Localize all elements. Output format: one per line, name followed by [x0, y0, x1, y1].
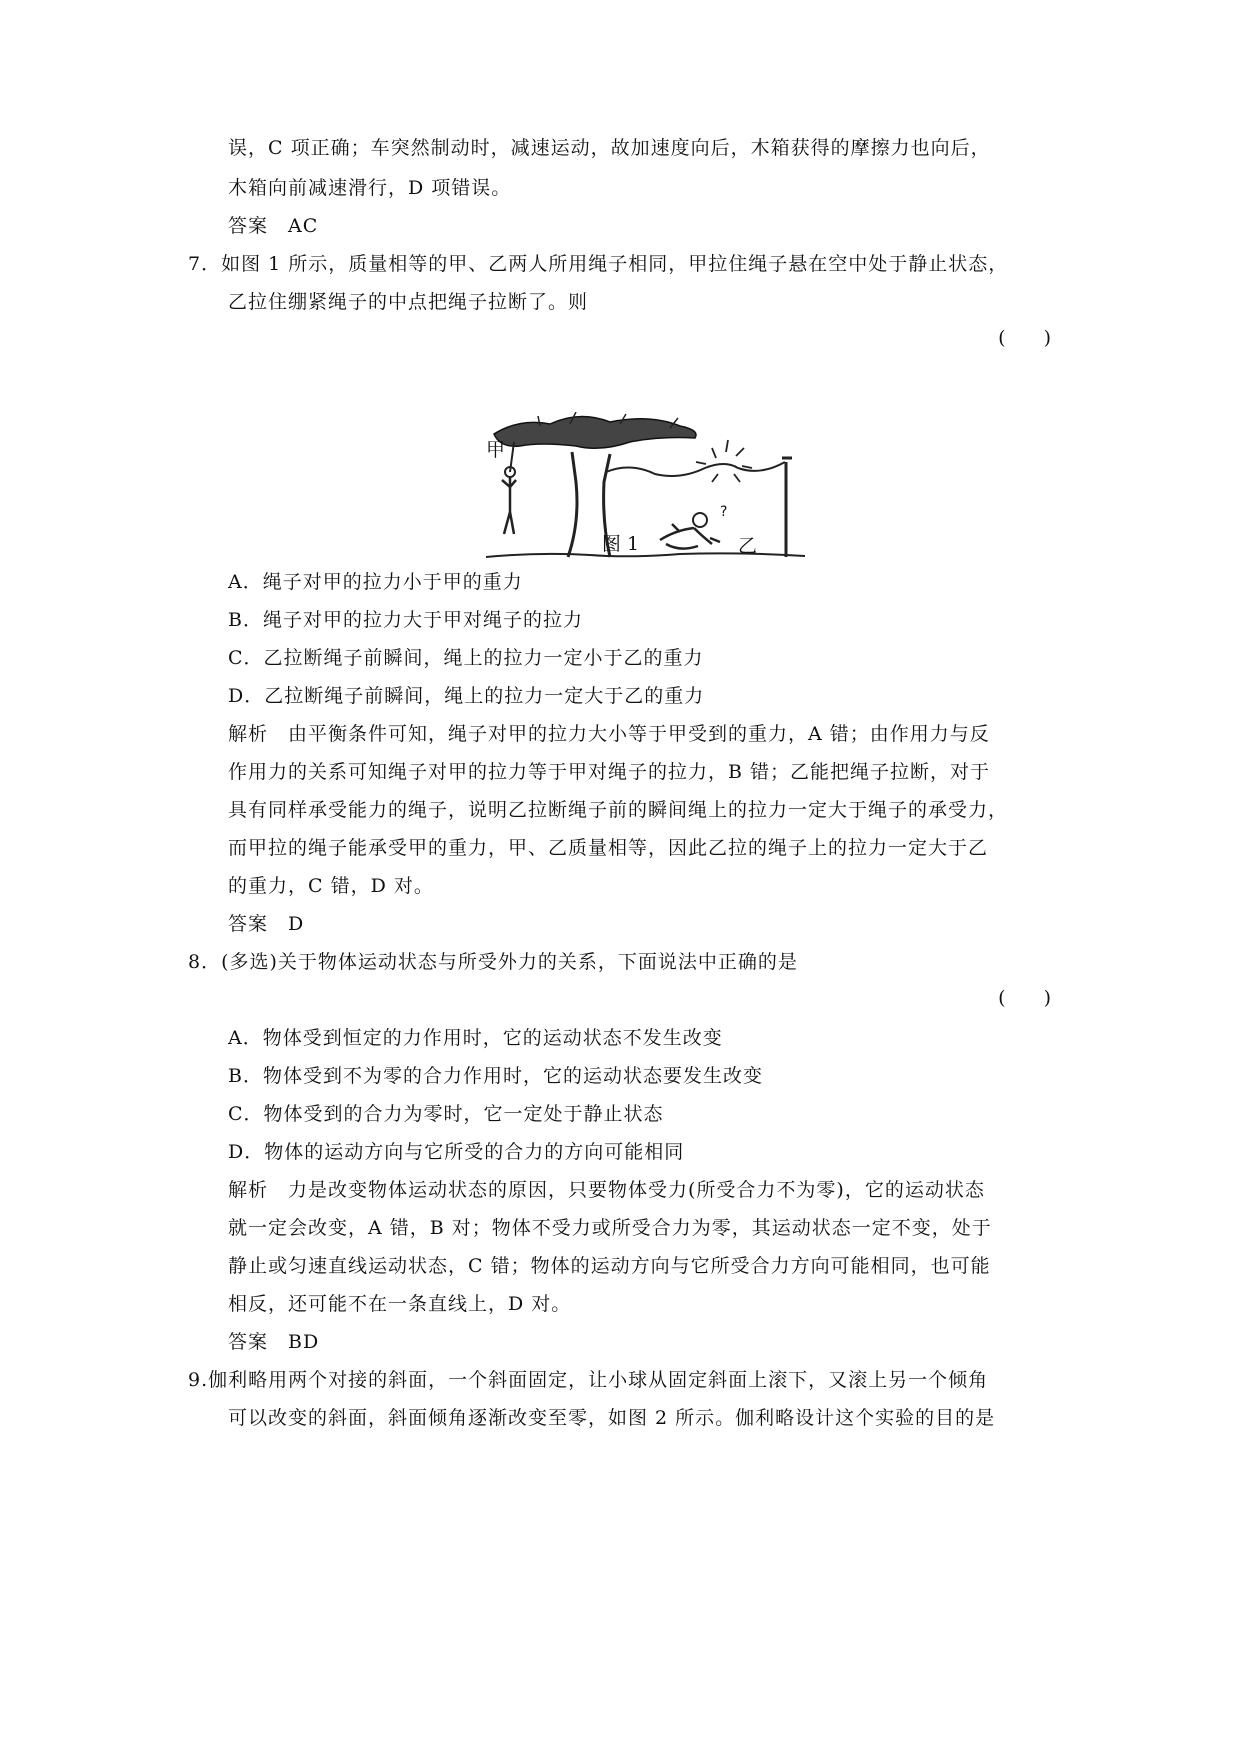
q7-option-a: A．绳子对甲的拉力小于甲的重力 [228, 571, 523, 593]
q8-answer: 答案 BD [228, 1331, 320, 1353]
q7-stem: 7．如图 1 所示，质量相等的甲、乙两人所用绳子相同，甲拉住绳子悬在空中处于静止状态， [188, 253, 1009, 275]
label-yi: 乙 [738, 535, 758, 557]
q8-analysis-line: 就一定会改变，A 错，B 对；物体不受力或所受合力为零，其运动状态一定不变，处于 [228, 1217, 992, 1239]
q8-option-c: C．物体受到的合力为零时，它一定处于静止状态 [228, 1103, 664, 1125]
q8-answer-paren: ( ) [998, 987, 1051, 1009]
q8-option-b: B．物体受到不为零的合力作用时，它的运动状态要发生改变 [228, 1065, 763, 1087]
q8-stem: 8．(多选)关于物体运动状态与所受外力的关系，下面说法中正确的是 [188, 951, 798, 973]
q7-option-b: B．绳子对甲的拉力大于甲对绳子的拉力 [228, 609, 583, 631]
q7-analysis-line: 而甲拉的绳子能承受甲的重力，甲、乙质量相等，因此乙拉的绳子上的拉力一定大于乙 [228, 837, 989, 859]
question-mark-label: ? [720, 504, 728, 520]
q7-analysis-line: 解析 由平衡条件可知，绳子对甲的拉力大小等于甲受到的重力，A 错；由作用力与反 [228, 723, 990, 745]
q7-analysis-line: 的重力，C 错，D 对。 [228, 875, 434, 897]
prev-answer: 答案 AC [228, 215, 319, 237]
q7-analysis-line: 作用力的关系可知绳子对甲的拉力等于甲对绳子的拉力，B 错；乙能把绳子拉断，对于 [228, 761, 991, 783]
q7-answer: 答案 D [228, 913, 305, 935]
q9-stem-cont: 可以改变的斜面，斜面倾角逐渐改变至零，如图 2 所示。伽利略设计这个实验的目的是 [228, 1407, 996, 1429]
q8-analysis-line: 解析 力是改变物体运动状态的原因，只要物体受力(所受合力不为零)，它的运动状态 [228, 1179, 985, 1201]
label-jia: 甲 [486, 439, 506, 461]
figure-1-caption: 图 1 [601, 533, 640, 555]
q8-analysis-line: 静止或匀速直线运动状态，C 错；物体的运动方向与它所受合力方向可能相同，也可能 [228, 1255, 991, 1277]
q7-analysis-line: 具有同样承受能力的绳子，说明乙拉断绳子前的瞬间绳上的拉力一定大于绳子的承受力， [228, 799, 1009, 821]
prev-solution-line: 木箱向前减速滑行，D 项错误。 [228, 177, 512, 199]
q7-answer-paren: ( ) [998, 327, 1051, 349]
q8-option-a: A．物体受到恒定的力作用时，它的运动状态不发生改变 [228, 1027, 723, 1049]
q7-option-d: D．乙拉断绳子前瞬间，绳上的拉力一定大于乙的重力 [228, 685, 705, 707]
q7-option-c: C．乙拉断绳子前瞬间，绳上的拉力一定小于乙的重力 [228, 647, 704, 669]
prev-solution-line: 误，C 项正确；车突然制动时，减速运动，故加速度向后，木箱获得的摩擦力也向后， [228, 137, 991, 159]
q8-option-d: D．物体的运动方向与它所受的合力的方向可能相同 [228, 1141, 685, 1163]
q8-analysis-line: 相反，还可能不在一条直线上，D 对。 [228, 1293, 572, 1315]
q9-stem: 9.伽利略用两个对接的斜面，一个斜面固定，让小球从固定斜面上滚下，又滚上另一个倾角 [188, 1369, 989, 1391]
q7-stem-cont: 乙拉住绷紧绳子的中点把绳子拉断了。则 [228, 291, 589, 313]
